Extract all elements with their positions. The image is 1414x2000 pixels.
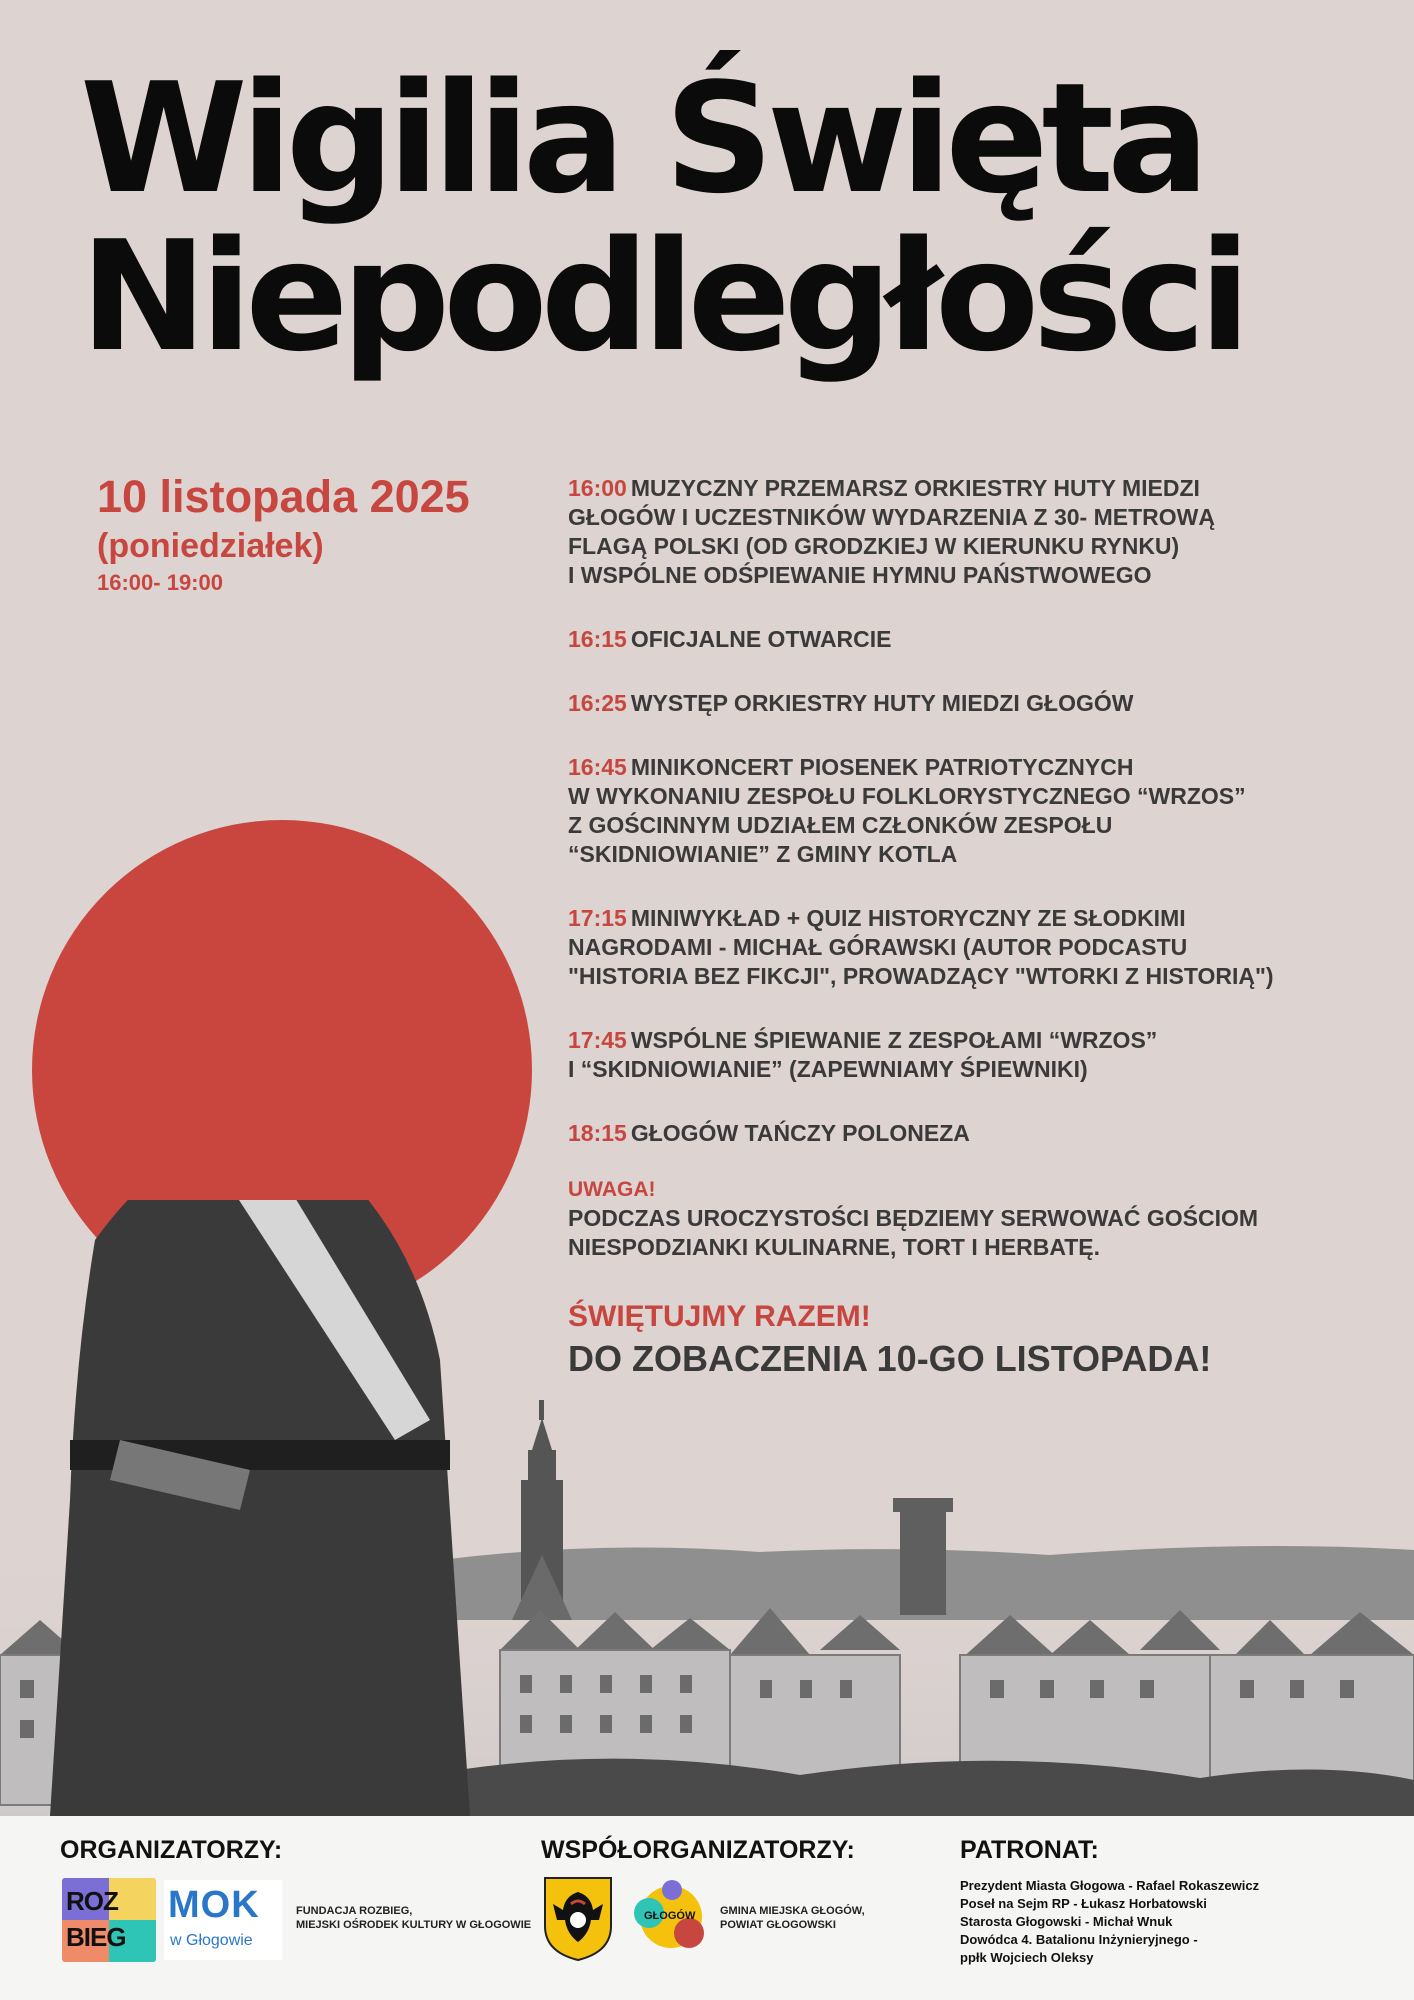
schedule-text: OFICJALNE OTWARCIE (630, 626, 892, 652)
castle-tower (893, 1498, 953, 1615)
schedule-time: 17:15 (568, 905, 627, 931)
patronat-heading: PATRONAT: (960, 1836, 1099, 1864)
schedule-text: WSPÓLNE ŚPIEWANIE Z ZESPOŁAMI “WRZOS” I “SKIDNIOWIANIE” (ZAPEWNIAMY ŚPIEWNIKI) (568, 1027, 1158, 1082)
coorganizer-name: POWIAT GŁOGOWSKI (720, 1919, 836, 1931)
coorganizers-names (720, 1904, 865, 1932)
schedule-time: 16:00 (568, 475, 627, 501)
rozbieg-logo-text-bottom: BIEG (66, 1922, 126, 1952)
schedule-text: WYSTĘP ORKIESTRY HUTY MIEDZI GŁOGÓW (630, 690, 1134, 716)
schedule-time: 17:45 (568, 1027, 627, 1053)
schedule-text: MINIWYKŁAD + QUIZ HISTORYCZNY ZE SŁODKIMI NAGRODAMI - MICHAŁ GÓRAWSKI (AUTOR PODCASTU "HISTORIA BEZ FIKCJI", PROWADZĄCY "WTORKI Z HISTORIĄ") (568, 905, 1274, 989)
rozbieg-logo (62, 1878, 156, 1962)
schedule-item (568, 753, 1368, 869)
rozbieg-logo-text-top: ROZ (66, 1886, 118, 1916)
schedule-time: 16:15 (568, 626, 627, 652)
schedule-text: MINIKONCERT PIOSENEK PATRIOTYCZNYCH W WYKONANIU ZESPOŁU FOLKLORYSTYCZNEGO “WRZOS” Z GOŚCINNYM UDZIAŁEM CZŁONKÓW ZESPOŁU “SKIDNIOWIANIE” Z GMINY KOTLA (568, 754, 1246, 867)
schedule-item (568, 625, 1368, 654)
patronat-line: Dowódca 4. Batalionu Inżynieryjnego - (960, 1932, 1198, 1947)
glogow-logo-text: GŁOGÓW (644, 1910, 696, 1922)
schedule-text: MUZYCZNY PRZEMARSZ ORKIESTRY HUTY MIEDZI GŁOGÓW I UCZESTNIKÓW WYDARZENIA Z 30- METROWĄ FLAGĄ POLSKI (OD GRODZKIEJ W KIERUNKU RYNKU) I WSPÓLNE ODŚPIEWANIE HYMNU PAŃSTWOWEGO (568, 475, 1215, 588)
patronat-line: ppłk Wojciech Oleksy (960, 1950, 1094, 1965)
page-title (80, 50, 1380, 385)
coorganizer-name: GMINA MIEJSKA GŁOGÓW, (720, 1905, 865, 1917)
organizer-name: MIEJSKI OŚRODEK KULTURY W GŁOGOWIE (296, 1919, 532, 1931)
event-hours: 16:00- 19:00 (97, 570, 223, 595)
coorganizers-heading: WSPÓŁORGANIZATORZY: (541, 1836, 855, 1864)
schedule-time: 16:25 (568, 690, 627, 716)
schedule-item (568, 474, 1368, 590)
schedule-time: 18:15 (568, 1120, 627, 1146)
patronat-line: Starosta Głogowski - Michał Wnuk (960, 1914, 1173, 1929)
event-weekday: (poniedziałek) (97, 527, 324, 565)
organizers-heading: ORGANIZATORZY: (60, 1836, 283, 1864)
patronat-list (960, 1877, 1400, 1967)
notice-label: UWAGA! (568, 1178, 656, 1201)
schedule-item (568, 689, 1368, 718)
event-date-block (97, 470, 470, 598)
organizers-names (296, 1904, 531, 1932)
event-date: 10 listopada 2025 (97, 471, 470, 522)
closing-slogan: ŚWIĘTUJMY RAZEM! (568, 1300, 871, 1333)
title-line-2: Niepodległości (80, 208, 1244, 385)
church-tower (512, 1400, 572, 1620)
organizer-name: FUNDACJA ROZBIEG, (296, 1905, 413, 1917)
coat-of-arms-logo (543, 1876, 613, 1962)
patronat-line: Prezydent Miasta Głogowa - Rafael Rokaszewicz (960, 1878, 1260, 1893)
glogow-city-logo (630, 1878, 710, 1960)
schedule-text: GŁOGÓW TAŃCZY POLONEZA (630, 1120, 970, 1146)
notice-text: PODCZAS UROCZYSTOŚCI BĘDZIEMY SERWOWAĆ GOŚCIOM NIESPODZIANKI KULINARNE, TORT I HERBATĘ. (568, 1205, 1259, 1260)
schedule-item (568, 1026, 1368, 1084)
mok-logo-text: MOK (168, 1884, 260, 1926)
schedule-time: 16:45 (568, 754, 627, 780)
mok-logo-subtitle: w Głogowie (170, 1932, 253, 1949)
city-panorama-photo (0, 1200, 1414, 1816)
schedule-item (568, 1119, 1368, 1148)
patronat-line: Poseł na Sejm RP - Łukasz Horbatowski (960, 1896, 1207, 1911)
schedule-item (568, 904, 1368, 991)
mok-logo (164, 1880, 282, 1960)
closing-invite: DO ZOBACZENIA 10-GO LISTOPADA! (568, 1338, 1212, 1379)
title-line-1: Wigilia Święta (80, 50, 1203, 227)
officer-figure (50, 1200, 470, 1816)
